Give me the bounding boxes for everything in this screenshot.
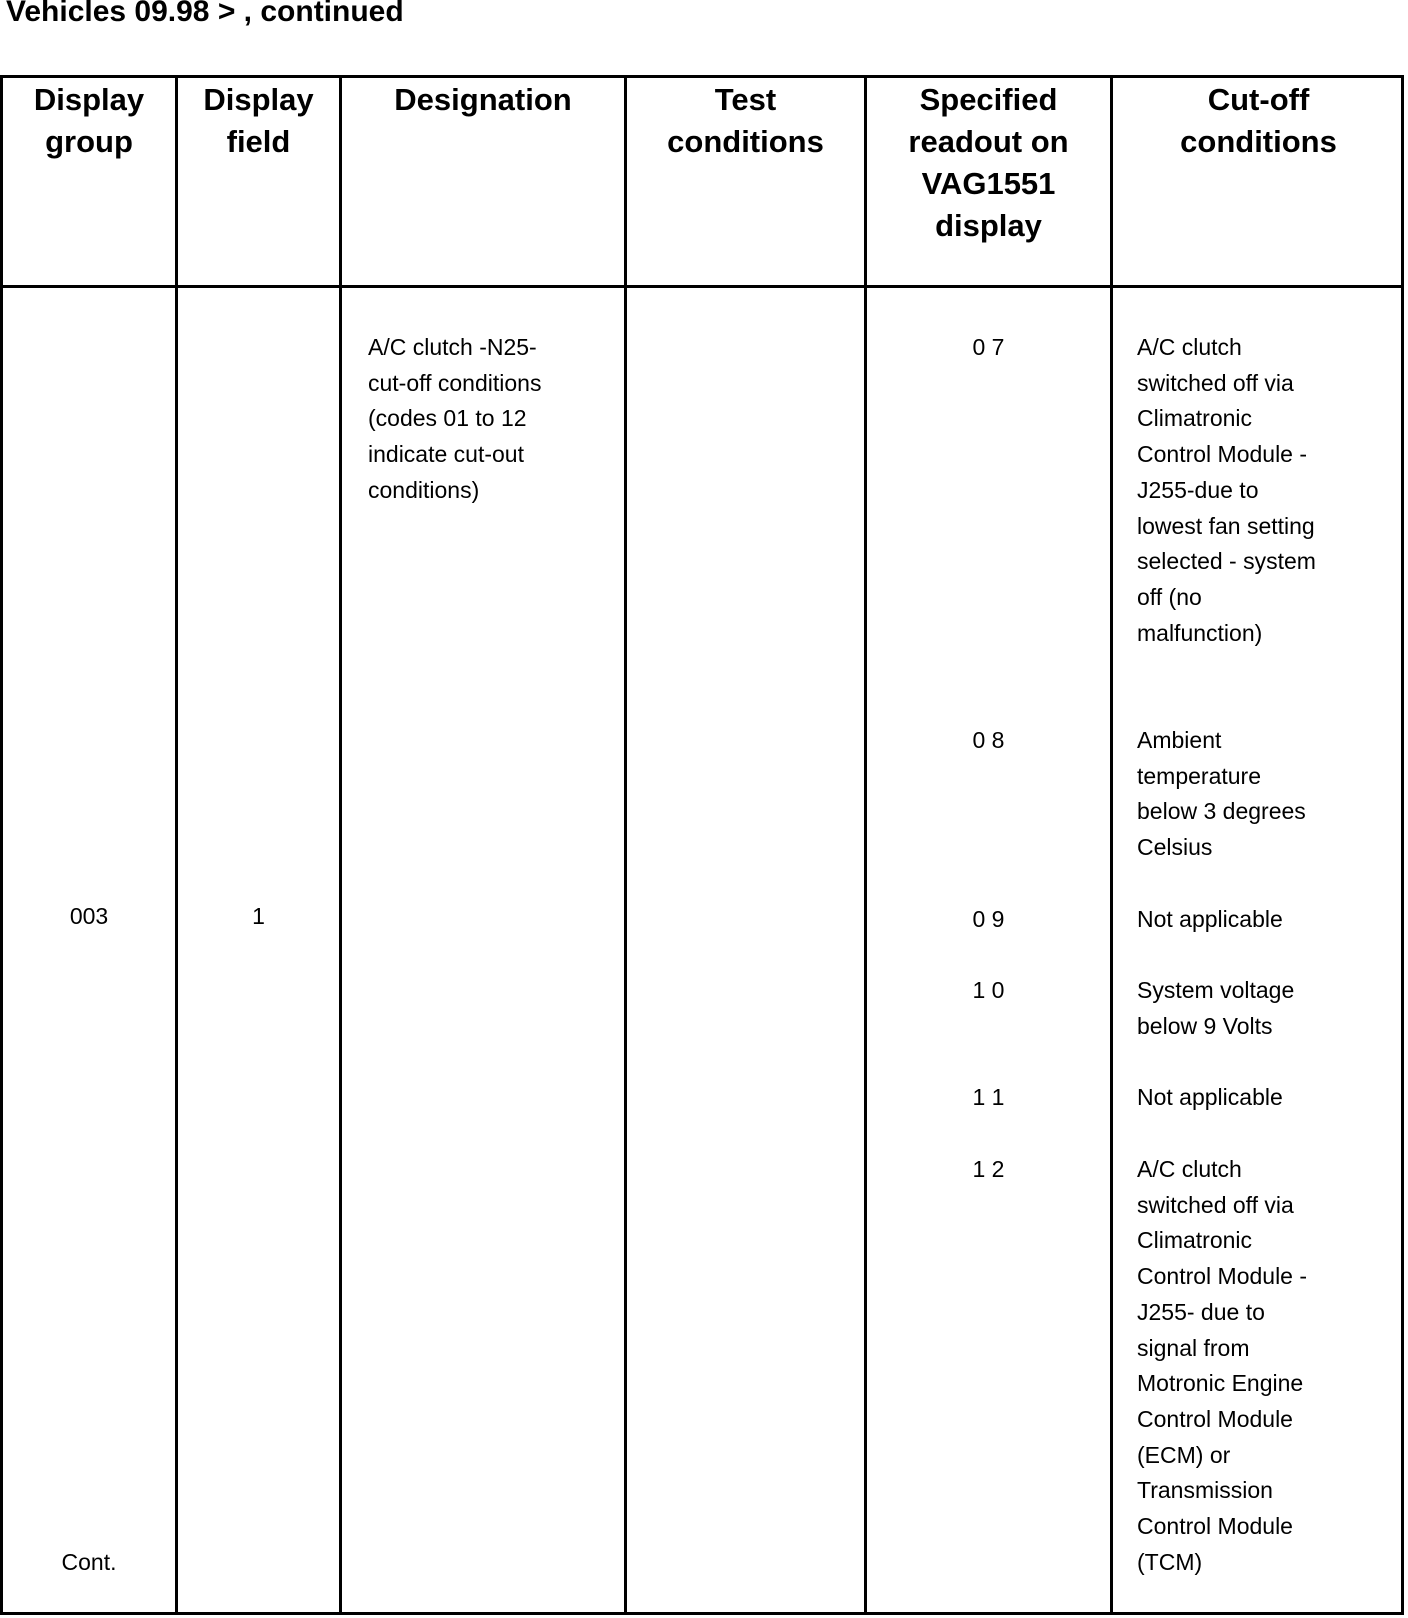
cutoff-condition: A/C clutch switched off via Climatronic Control Module - J255- due to signal from Motronic Engine Control Module (ECM) or Transmission Control Module (TCM) (1137, 1156, 1308, 1575)
readout-code: 0 8 (972, 727, 1005, 753)
header-display-group: Display group (33, 82, 145, 159)
cell-designation: A/C clutch -N25- cut-off conditions (codes 01 to 12 indicate cut-out conditions) (368, 334, 542, 503)
cutoff-condition: Not applicable (1137, 1084, 1283, 1110)
header-specified-readout: Specified readout on VAG1551 display (908, 82, 1069, 243)
page-title: Vehicles 09.98 > , continued (6, 0, 404, 28)
readout-code: 0 7 (972, 334, 1005, 360)
cell-display-group: 003 (69, 903, 109, 929)
header-test-conditions: Test conditions (667, 82, 824, 159)
readout-code: 0 9 (972, 906, 1005, 932)
column-divider (339, 75, 342, 1615)
cell-display-field: 1 (252, 903, 265, 929)
cutoff-condition: Ambient temperature below 3 degrees Celsius (1137, 727, 1306, 861)
cutoff-condition: A/C clutch switched off via Climatronic Control Module - J255-due to lowest fan setting selected - system off (no malfunction) (1137, 334, 1316, 646)
header-designation: Designation (394, 82, 572, 117)
column-divider (864, 75, 867, 1615)
column-divider (624, 75, 627, 1615)
header-cutoff-conditions: Cut-off conditions (1180, 82, 1337, 159)
readout-code: 1 0 (972, 977, 1005, 1003)
column-divider (175, 75, 178, 1615)
header-display-field: Display field (203, 82, 314, 159)
column-divider (1110, 75, 1113, 1615)
readout-code: 1 2 (972, 1156, 1005, 1182)
cutoff-condition: Not applicable (1137, 906, 1283, 932)
header-divider (0, 285, 1404, 288)
cell-cont-label: Cont. (61, 1549, 117, 1575)
cutoff-condition: System voltage below 9 Volts (1137, 977, 1295, 1039)
readout-code: 1 1 (972, 1084, 1005, 1110)
